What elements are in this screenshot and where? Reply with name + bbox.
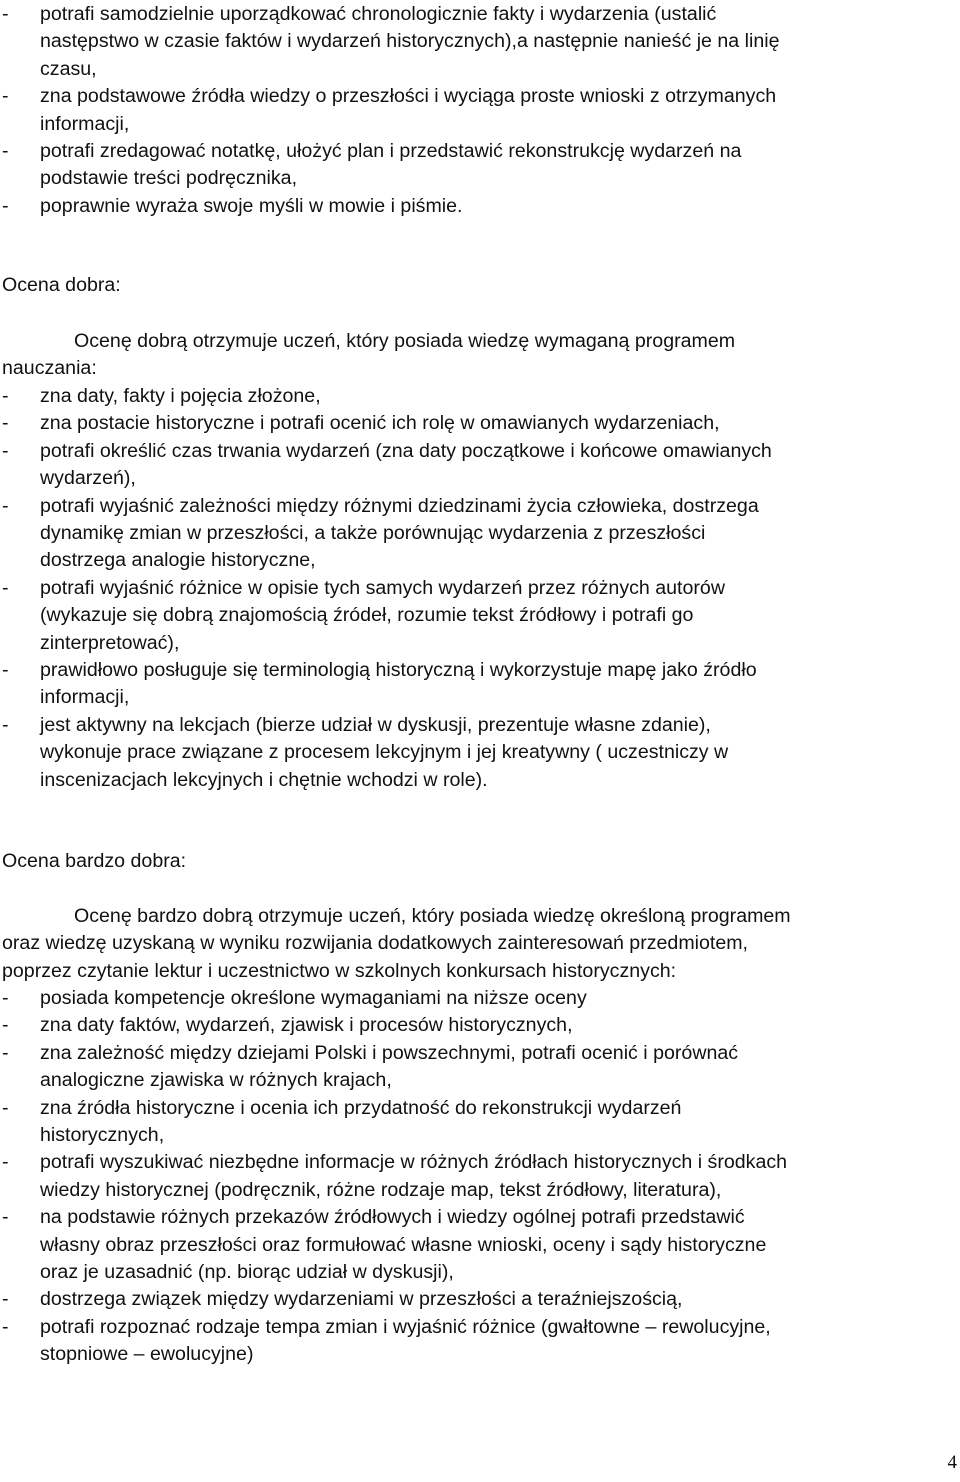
list-item-line: zna daty faktów, wydarzeń, zjawisk i procesów historycznych, xyxy=(40,1014,573,1037)
list-item-line: zna źródła historyczne i ocenia ich przydatność do rekonstrukcji wydarzeń xyxy=(40,1096,682,1119)
requirements-list-dobra xyxy=(2,383,952,794)
list-item-line: dynamikę zmian w przeszłości, a także porównując wydarzenia z przeszłości xyxy=(40,522,706,545)
list-item-line: inscenizacjach lekcyjnych i chętnie wchodzi w role). xyxy=(40,768,488,791)
list-item xyxy=(2,657,952,712)
heading-ocena-dobra: Ocena dobra: xyxy=(2,274,121,296)
list-item-line: wykonuje prace związane z procesem lekcyjnym i jej kreatywny ( uczestniczy w xyxy=(40,741,729,764)
bullet-dash: - xyxy=(2,140,9,163)
list-item-line: zna podstawowe źródła wiedzy o przeszłości i wyciąga proste wnioski z otrzymanych xyxy=(40,85,777,108)
bullet-dash: - xyxy=(2,194,9,217)
list-item-line: potrafi zredagować notatkę, ułożyć plan i przedstawić rekonstrukcję wydarzeń na xyxy=(40,140,742,163)
list-item-line: potrafi wyszukiwać niezbędne informacje w różnych źródłach historycznych i środkach xyxy=(40,1151,788,1174)
list-item xyxy=(2,438,952,493)
bullet-dash: - xyxy=(2,385,9,407)
list-item-line: (wykazuje się dobrą znajomością źródeł, rozumie tekst źródłowy i potrafi go xyxy=(40,604,694,627)
list-item-line: potrafi wyjaśnić zależności między różnymi dziedzinami życia człowieka, dostrzega xyxy=(40,494,759,517)
intro-line: Ocenę bardzo dobrą otrzymuje uczeń, który posiada wiedzę określoną programem xyxy=(74,905,791,927)
bullet-dash: - xyxy=(2,1151,9,1174)
list-item-line: posiada kompetencje określone wymaganiami na niższe oceny xyxy=(40,987,587,1009)
bullet-dash: - xyxy=(2,1288,9,1311)
list-item-line: dostrzega związek między wydarzeniami w przeszłości a teraźniejszością, xyxy=(40,1288,683,1311)
list-item-line: informacji, xyxy=(40,686,130,709)
list-item-line: czasu, xyxy=(40,57,97,80)
list-item xyxy=(2,575,952,657)
bullet-dash: - xyxy=(2,576,9,599)
list-item xyxy=(2,712,952,794)
list-item-line: oraz je uzasadnić (np. biorąc udział w dyskusji), xyxy=(40,1261,454,1284)
heading-ocena-bardzo-dobra: Ocena bardzo dobra: xyxy=(2,850,187,872)
list-item-line: informacji, xyxy=(40,112,130,135)
list-item xyxy=(2,1012,952,1039)
list-item-line: potrafi samodzielnie uporządkować chronologicznie fakty i wydarzenia (ustalić xyxy=(40,3,717,25)
requirements-list-bardzo-dobra xyxy=(2,985,952,1369)
list-item-line: prawidłowo posługuje się terminologią historyczną i wykorzystuje mapę jako źródło xyxy=(40,659,757,682)
list-item xyxy=(2,383,952,410)
list-item-line: stopniowe – ewolucyjne) xyxy=(40,1343,254,1366)
bullet-dash: - xyxy=(2,1206,9,1229)
bullet-dash: - xyxy=(2,1014,9,1037)
list-item-line: własny obraz przeszłości oraz formułować własne wnioski, oceny i sądy historyczne xyxy=(40,1233,767,1256)
list-item xyxy=(2,493,952,575)
bullet-dash: - xyxy=(2,1096,9,1119)
bullet-dash: - xyxy=(2,1041,9,1064)
list-item xyxy=(2,1204,952,1286)
bullet-dash: - xyxy=(2,659,9,682)
list-item-line: wydarzeń), xyxy=(40,467,136,490)
list-item-line: zna daty, fakty i pojęcia złożone, xyxy=(40,385,321,407)
list-item xyxy=(2,985,952,1012)
bullet-dash: - xyxy=(2,3,9,25)
intro-line: poprzez czytanie lektur i uczestnictwo w szkolnych konkursach historycznych: xyxy=(2,959,677,982)
list-item-line: na podstawie różnych przekazów źródłowych i wiedzy ogólnej potrafi przedstawić xyxy=(40,1206,745,1229)
intro-line: nauczania: xyxy=(2,357,97,380)
list-item-line: jest aktywny na lekcjach (bierze udział w dyskusji, prezentuje własne zdanie), xyxy=(40,713,711,736)
list-item-line: podstawie treści podręcznika, xyxy=(40,167,298,190)
list-item xyxy=(2,1,952,83)
bullet-dash: - xyxy=(2,85,9,108)
intro-ocena-bardzo-dobra xyxy=(2,903,952,985)
list-item-line: dostrzega analogie historyczne, xyxy=(40,549,316,572)
list-item xyxy=(2,1149,952,1204)
list-item xyxy=(2,193,952,220)
list-item-line: potrafi określić czas trwania wydarzeń (zna daty początkowe i końcowe omawianych xyxy=(40,439,772,462)
list-item-line: zna zależność między dziejami Polski i powszechnymi, potrafi ocenić i porównać xyxy=(40,1041,739,1064)
list-item xyxy=(2,1040,952,1095)
list-item xyxy=(2,83,952,138)
list-item xyxy=(2,1286,952,1313)
list-item-line: zinterpretować), xyxy=(40,631,180,654)
bullet-dash: - xyxy=(2,713,9,736)
bullet-dash: - xyxy=(2,987,9,1009)
bullet-dash: - xyxy=(2,439,9,462)
list-item-line: potrafi rozpoznać rodzaje tempa zmian i wyjaśnić różnice (gwałtowne – rewolucyjne, xyxy=(40,1315,771,1338)
intro-line: Ocenę dobrą otrzymuje uczeń, który posiada wiedzę wymaganą programem xyxy=(74,330,736,352)
list-item xyxy=(2,138,952,193)
list-item xyxy=(2,1314,952,1369)
list-item-line: zna postacie historyczne i potrafi ocenić ich rolę w omawianych wydarzeniach, xyxy=(40,412,720,435)
requirements-list-basic xyxy=(2,1,952,220)
list-item xyxy=(2,1095,952,1150)
list-item-line: wiedzy historycznej (podręcznik, różne rodzaje map, tekst źródłowy, literatura), xyxy=(40,1178,722,1201)
bullet-dash: - xyxy=(2,494,9,517)
intro-line: oraz wiedzę uzyskaną w wyniku rozwijania dodatkowych zainteresowań przedmiotem, xyxy=(2,932,748,955)
bullet-dash: - xyxy=(2,1315,9,1338)
bullet-dash: - xyxy=(2,412,9,435)
page-number: 4 xyxy=(947,1452,957,1473)
list-item-line: następstwo w czasie faktów i wydarzeń historycznych),a następnie nanieść je na linię xyxy=(40,30,780,53)
list-item xyxy=(2,410,952,437)
intro-ocena-dobra xyxy=(2,328,952,383)
list-item-line: poprawnie wyraża swoje myśli w mowie i piśmie. xyxy=(40,194,463,217)
list-item-line: potrafi wyjaśnić różnice w opisie tych samych wydarzeń przez różnych autorów xyxy=(40,576,725,599)
list-item-line: historycznych, xyxy=(40,1124,165,1147)
list-item-line: analogiczne zjawiska w różnych krajach, xyxy=(40,1069,392,1092)
